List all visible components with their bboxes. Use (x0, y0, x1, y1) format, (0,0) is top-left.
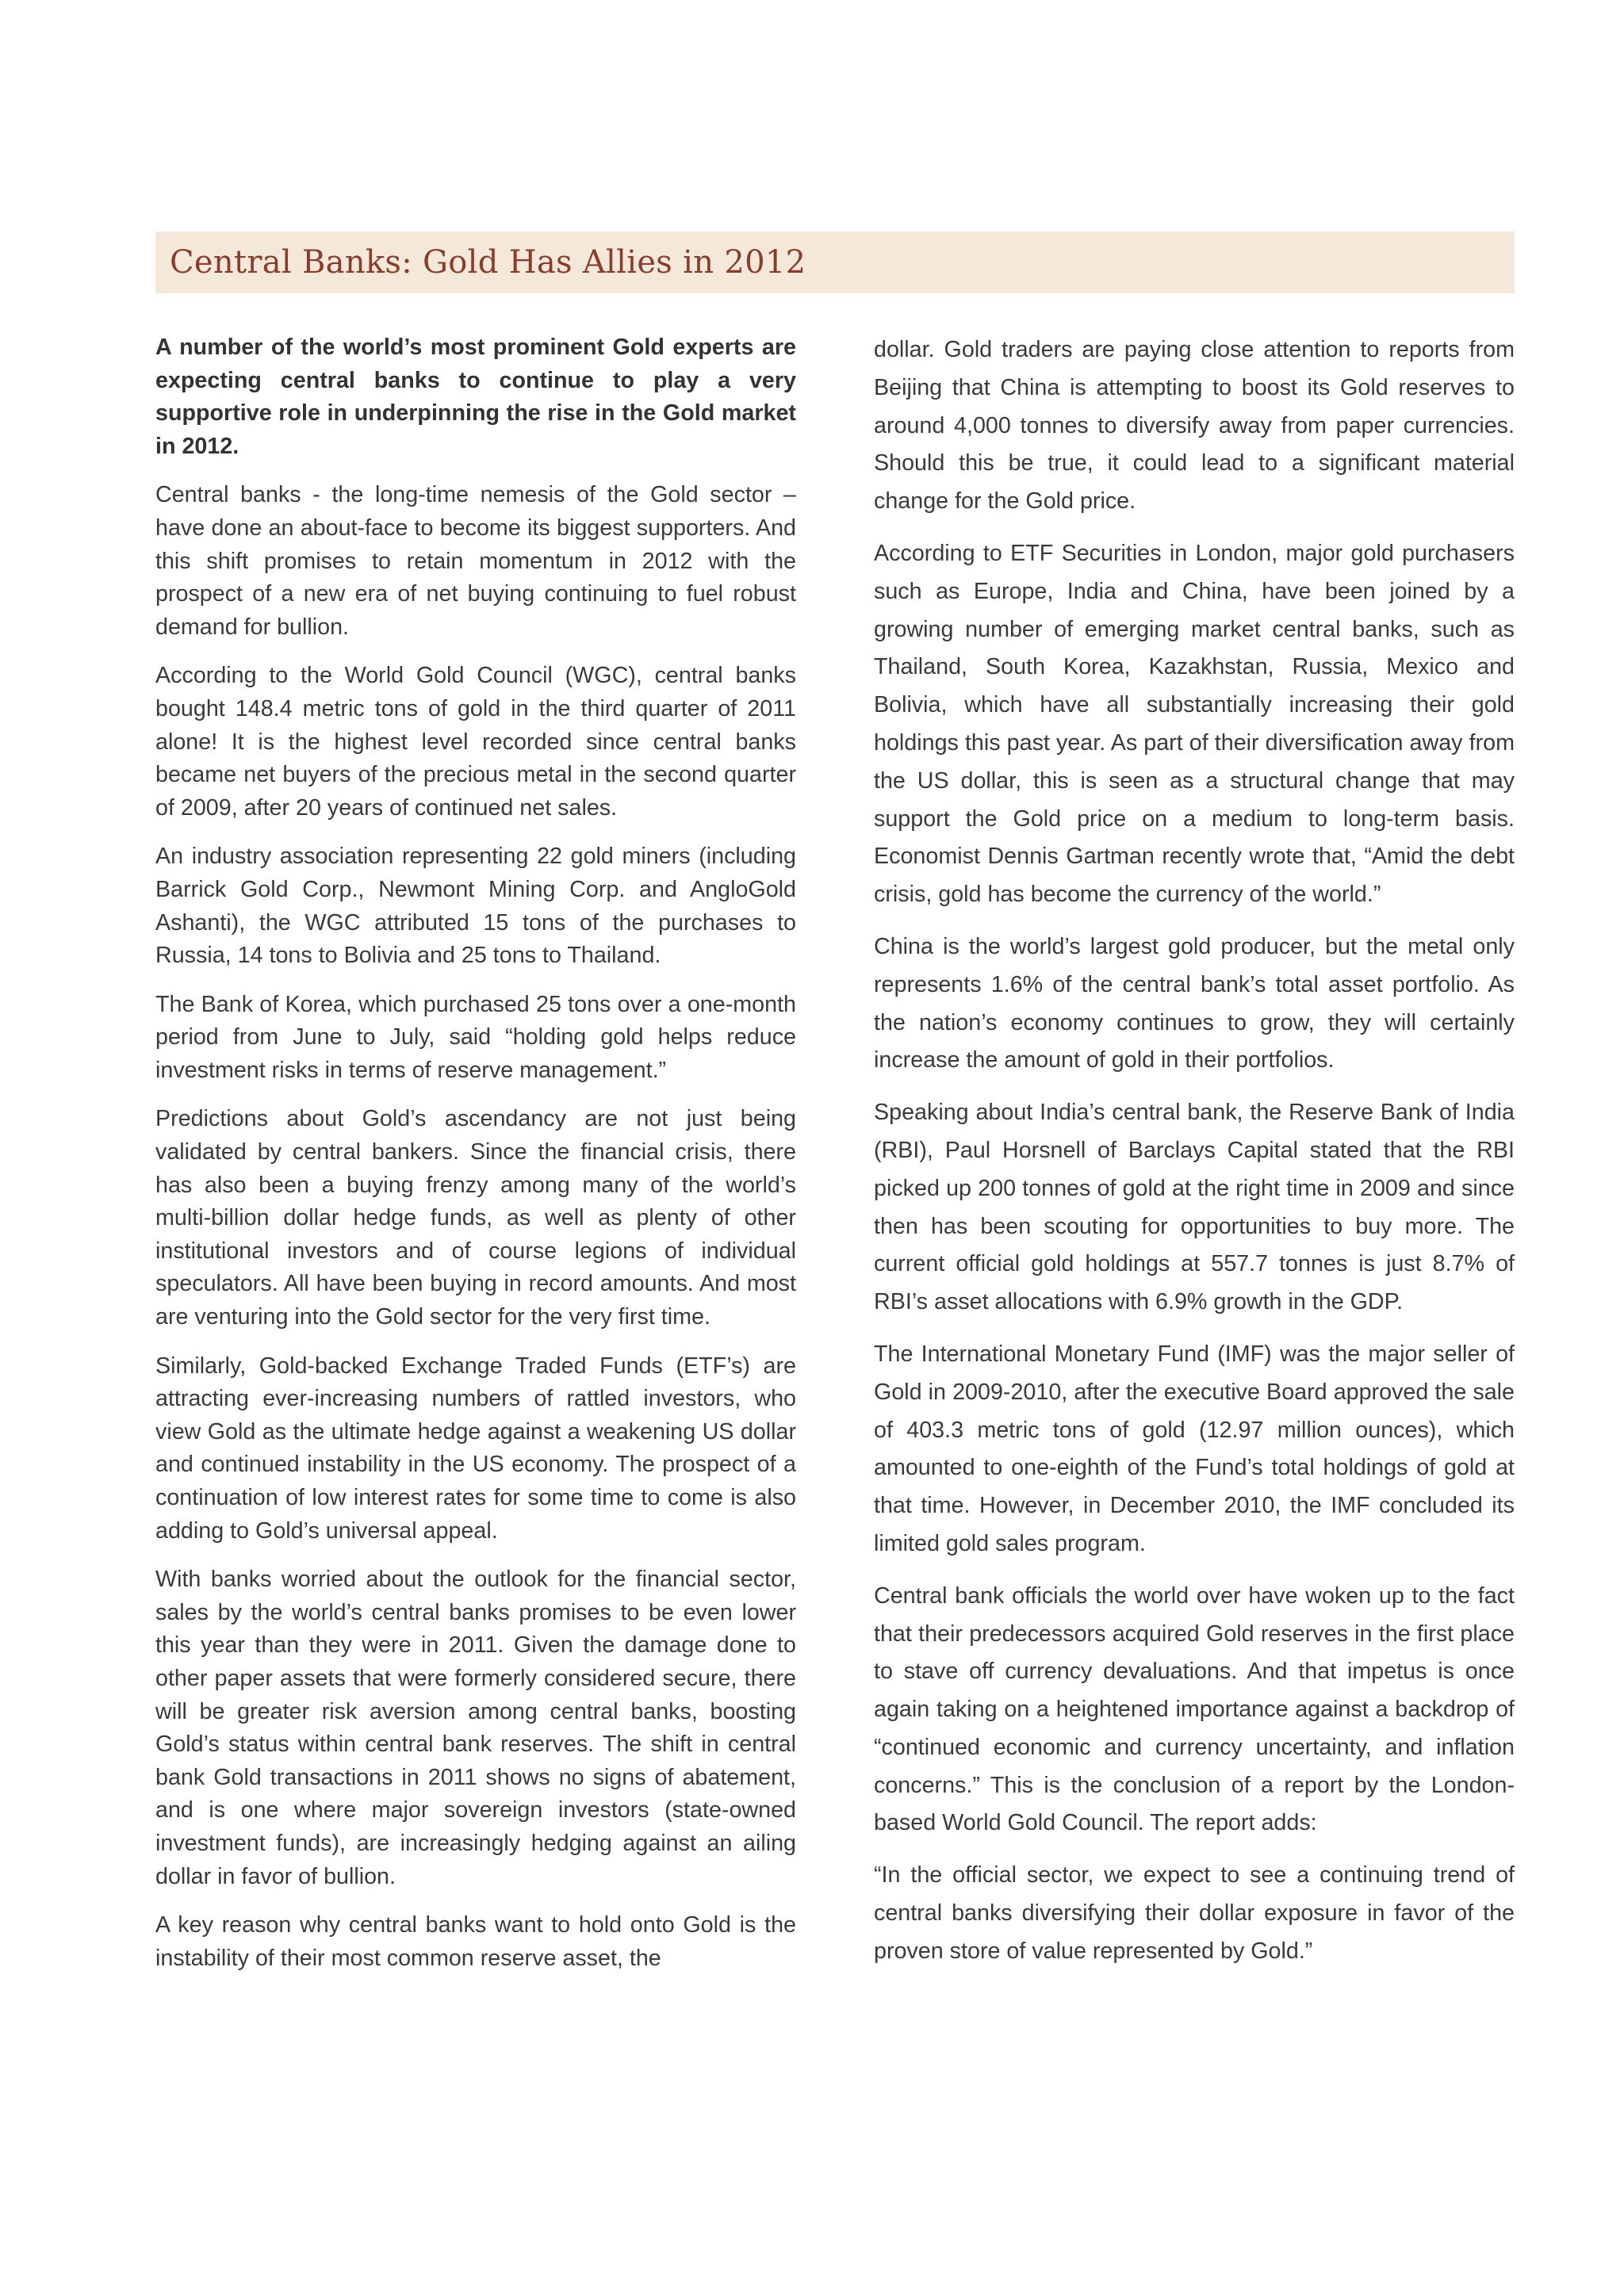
body-paragraph: Similarly, Gold-backed Exchange Traded Funds (ETF’s) are attracting ever-increasing numbers of rattled investors, who view Gold as the ultimate hedge against a weakening US dollar and continued instability in the US economy. The prospect of a continuation of low interest rates for some time to come is also adding to Gold’s universal appeal. (155, 1353, 796, 1544)
body-paragraph: According to the World Gold Council (WGC), central banks bought 148.4 metric tons of gold in the third quarter of 2011 alone! It is the highest level recorded since central banks became net buyers of the precious metal in the second quarter of 2009, after 20 years of continued net sales. (155, 663, 796, 821)
section-title-bar (155, 232, 1515, 293)
body-paragraph: A key reason why central banks want to hold onto Gold is the instability of their most common reserve asset, the (155, 1912, 796, 1971)
body-paragraph: Central banks - the long-time nemesis of the Gold sector – have done an about-face to become its biggest supporters. And this shift promises to retain momentum in 2012 with the prospect of a new era of net buying continuing to fuel robust demand for bullion. (155, 482, 796, 640)
body-paragraph: With banks worried about the outlook for the financial sector, sales by the world’s central banks promises to be even lower this year than they were in 2011. Given the damage done to other paper assets that were formerly considered secure, there will be greater risk aversion among central banks, boosting Gold’s status within central bank reserves. The shift in central bank Gold transactions in 2011 shows no signs of abatement, and is one where major sovereign investors (state-owned investment funds), are increasingly hedging against an ailing dollar in favor of bullion. (155, 1567, 796, 1889)
body-paragraph: Predictions about Gold’s ascendancy are not just being validated by central bankers. Since the financial crisis, there has also been a buying frenzy among many of the world’s multi-billion dollar hedge funds, as well as plenty of other institutional investors and of course legions of individual speculators. All have been buying in record amounts. And most are venturing into the Gold sector for the very first time. (155, 1106, 796, 1330)
body-paragraph: An industry association representing 22 gold miners (including Barrick Gold Corp., Newmont Mining Corp. and AngloGold Ashanti), the WGC attributed 15 tons of the purchases to Russia, 14 tons to Bolivia and 25 tons to Thailand. (155, 844, 796, 969)
body-paragraph: Speaking about India’s central bank, the Reserve Bank of India (RBI), Paul Horsnell of Barclays Capital stated that the RBI picked up 200 tonnes of gold at the right time in 2009 and since then has been scouting for opportunities to buy more. The current official gold holdings at 557.7 tonnes is just 8.7% of RBI’s asset allocations with 6.9% growth in the GDP. (874, 1100, 1515, 1315)
page-title: Central Banks: Gold Has Allies in 2012 (170, 244, 806, 281)
lead-paragraph: A number of the world’s most prominent Gold experts are expecting central banks to continue to play a very supportive role in underpinning the rise in the Gold market in 2012. (155, 335, 796, 459)
quote-paragraph: “In the official sector, we expect to see a continuing trend of central banks diversifying their dollar exposure in favor of the proven store of value represented by Gold.” (874, 1862, 1515, 1964)
body-paragraph: According to ETF Securities in London, major gold purchasers such as Europe, India and China, have been joined by a growing number of emerging market central banks, such as Thailand, South Korea, Kazakhstan, Russia, Mexico and Bolivia, which have all substantially increasing their gold holdings this past year. As part of their diversification away from the US dollar, this is seen as a structural change that may support the Gold price on a medium to long-term basis. Economist Dennis Gartman recently wrote that, “Amid the debt crisis, gold has become the currency of the world.” (874, 540, 1515, 908)
left-text-column (155, 331, 796, 1991)
body-paragraph: China is the world’s largest gold producer, but the metal only represents 1.6% of the central bank’s total asset portfolio. As the nation’s economy continues to grow, they will certainly increase the amount of gold in their portfolios. (874, 933, 1515, 1073)
body-paragraph: Central bank officials the world over have woken up to the fact that their predecessors acquired Gold reserves in the first place to stave off currency devaluations. And that impetus is once again taking on a heightened importance against a backdrop of “continued economic and currency uncertainty, and inflation concerns.” This is the conclusion of a report by the London-based World Gold Council. The report adds: (874, 1582, 1515, 1836)
body-paragraph: The Bank of Korea, which purchased 25 tons over a one-month period from June to July, said “holding gold helps reduce investment risks in terms of reserve management.” (155, 991, 796, 1083)
right-text-column (874, 331, 1515, 1985)
body-paragraph: The International Monetary Fund (IMF) was the major seller of Gold in 2009-2010, after the executive Board approved the sale of 403.3 metric tons of gold (12.97 million ounces), which amounted to one-eighth of the Fund’s total holdings of gold at that time. However, in December 2010, the IMF concluded its limited gold sales program. (874, 1341, 1515, 1556)
body-paragraph: dollar. Gold traders are paying close attention to reports from Beijing that China is attempting to boost its Gold reserves to around 4,000 tonnes to diversify away from paper currencies. Should this be true, it could lead to a significant material change for the Gold price. (874, 337, 1515, 515)
